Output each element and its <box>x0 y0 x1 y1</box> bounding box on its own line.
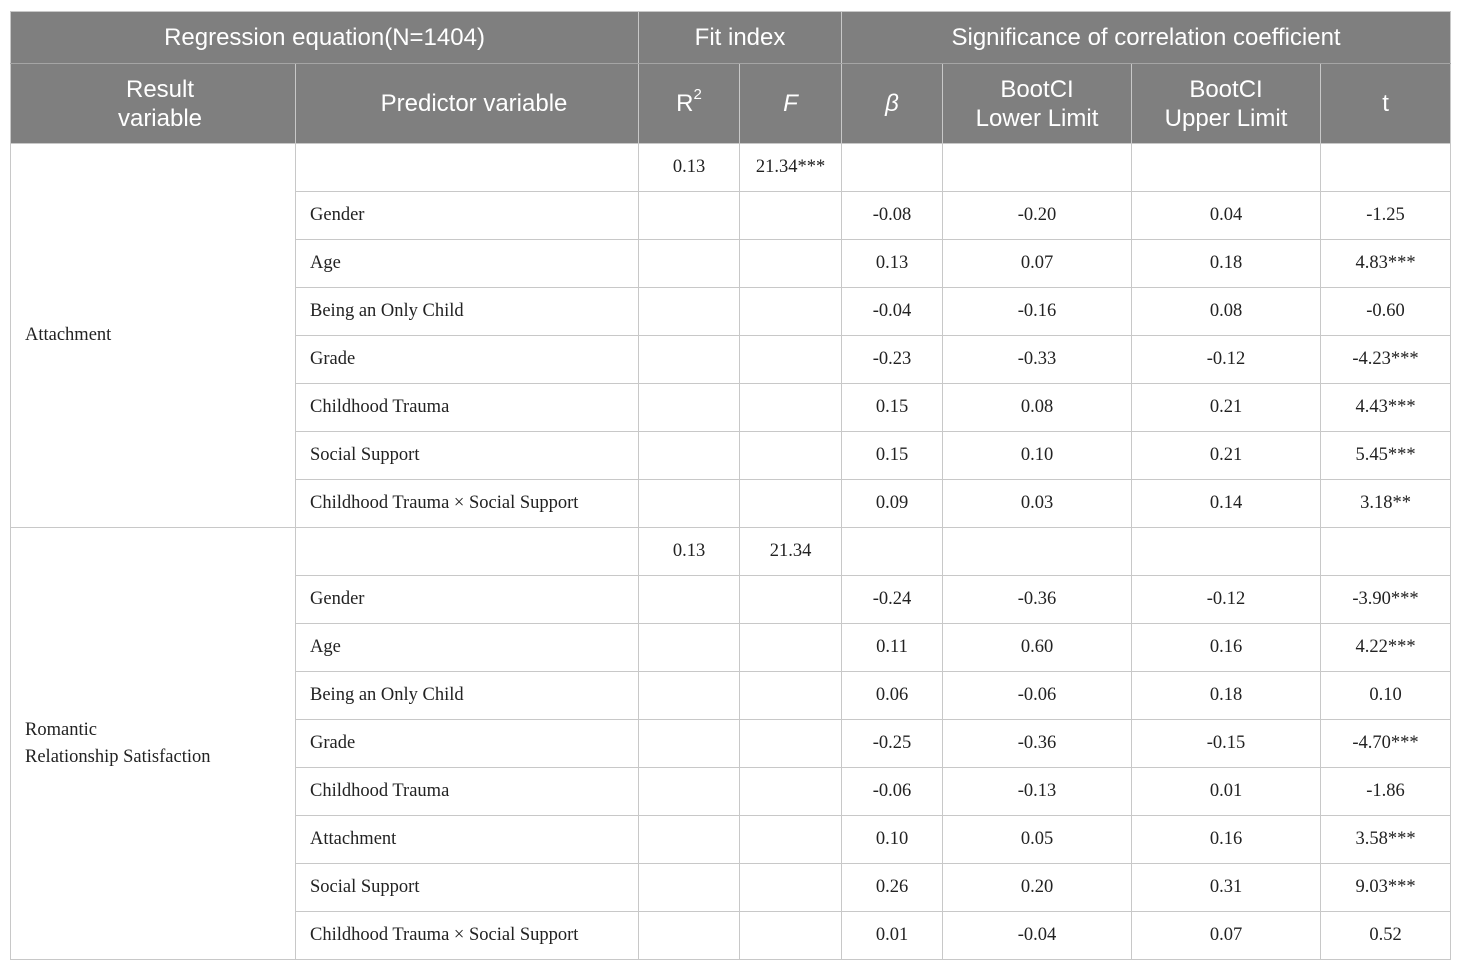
predictor-cell: Age <box>296 240 639 288</box>
table-body <box>11 144 1451 960</box>
f-cell: 21.34 <box>740 528 842 576</box>
header-upper-line1: BootCI <box>1189 75 1263 103</box>
t-cell <box>1321 144 1451 192</box>
r2-cell <box>639 624 740 672</box>
beta-cell: 0.26 <box>842 864 943 912</box>
t-cell: -0.60 <box>1321 288 1451 336</box>
t-cell: 0.10 <box>1321 672 1451 720</box>
t-cell: -1.86 <box>1321 768 1451 816</box>
r2-cell <box>639 816 740 864</box>
upper-cell: 0.16 <box>1132 624 1321 672</box>
predictor-cell <box>296 528 639 576</box>
header-lower-line2: Lower Limit <box>975 104 1099 132</box>
f-cell: 21.34*** <box>740 144 842 192</box>
beta-cell: 0.09 <box>842 480 943 528</box>
lower-cell: 0.03 <box>943 480 1132 528</box>
header-result-line2: variable <box>117 104 203 132</box>
lower-cell: 0.05 <box>943 816 1132 864</box>
lower-cell <box>943 144 1132 192</box>
header-beta: β <box>842 64 943 144</box>
result-variable-cell <box>11 144 296 528</box>
header-significance: Significance of correlation coefficient <box>842 12 1451 64</box>
t-cell: 3.18** <box>1321 480 1451 528</box>
beta-cell: -0.25 <box>842 720 943 768</box>
f-cell <box>740 192 842 240</box>
beta-cell: 0.15 <box>842 384 943 432</box>
upper-cell: 0.31 <box>1132 864 1321 912</box>
t-cell: 0.52 <box>1321 912 1451 960</box>
result-variable-cell <box>11 528 296 960</box>
beta-cell: 0.13 <box>842 240 943 288</box>
header-group-row <box>11 12 1451 64</box>
r2-cell <box>639 720 740 768</box>
beta-cell: 0.10 <box>842 816 943 864</box>
header-t: t <box>1321 64 1451 144</box>
lower-cell: -0.20 <box>943 192 1132 240</box>
header-upper-line2: Upper Limit <box>1164 104 1288 132</box>
lower-cell: 0.08 <box>943 384 1132 432</box>
f-cell <box>740 816 842 864</box>
t-cell: -4.70*** <box>1321 720 1451 768</box>
beta-cell: -0.23 <box>842 336 943 384</box>
table-row-fit <box>11 528 1451 576</box>
lower-cell: -0.36 <box>943 720 1132 768</box>
predictor-cell: Gender <box>296 192 639 240</box>
header-r2-base: R <box>676 90 694 117</box>
r2-cell <box>639 864 740 912</box>
lower-cell: 0.60 <box>943 624 1132 672</box>
t-cell: 4.83*** <box>1321 240 1451 288</box>
header-result-line1: Result <box>125 75 195 103</box>
r2-cell <box>639 768 740 816</box>
beta-cell: 0.15 <box>842 432 943 480</box>
r2-cell <box>639 672 740 720</box>
result-variable-line2: Relationship Satisfaction <box>25 746 211 767</box>
f-cell <box>740 480 842 528</box>
lower-cell: -0.36 <box>943 576 1132 624</box>
beta-cell: -0.06 <box>842 768 943 816</box>
upper-cell: 0.21 <box>1132 432 1321 480</box>
table-header <box>11 12 1451 144</box>
beta-cell: -0.08 <box>842 192 943 240</box>
lower-cell: 0.20 <box>943 864 1132 912</box>
r2-cell: 0.13 <box>639 144 740 192</box>
r2-cell <box>639 912 740 960</box>
result-variable-line1: Attachment <box>25 325 112 345</box>
upper-cell: -0.12 <box>1132 576 1321 624</box>
beta-cell <box>842 144 943 192</box>
f-cell <box>740 912 842 960</box>
beta-cell <box>842 528 943 576</box>
lower-cell: 0.07 <box>943 240 1132 288</box>
upper-cell: 0.08 <box>1132 288 1321 336</box>
f-cell <box>740 336 842 384</box>
r2-cell: 0.13 <box>639 528 740 576</box>
r2-cell <box>639 336 740 384</box>
f-cell <box>740 432 842 480</box>
lower-cell: -0.33 <box>943 336 1132 384</box>
t-cell: -4.23*** <box>1321 336 1451 384</box>
t-cell: 4.43*** <box>1321 384 1451 432</box>
lower-cell: -0.06 <box>943 672 1132 720</box>
header-result-variable <box>11 64 296 144</box>
f-cell <box>740 624 842 672</box>
upper-cell: 0.16 <box>1132 816 1321 864</box>
r2-cell <box>639 384 740 432</box>
predictor-cell: Childhood Trauma <box>296 768 639 816</box>
r2-cell <box>639 288 740 336</box>
header-f: F <box>740 64 842 144</box>
predictor-cell: Gender <box>296 576 639 624</box>
upper-cell: 0.04 <box>1132 192 1321 240</box>
f-cell <box>740 720 842 768</box>
header-fit-index: Fit index <box>639 12 842 64</box>
beta-cell: -0.04 <box>842 288 943 336</box>
beta-cell: 0.11 <box>842 624 943 672</box>
header-predictor-variable: Predictor variable <box>296 64 639 144</box>
predictor-cell: Age <box>296 624 639 672</box>
t-cell: 9.03*** <box>1321 864 1451 912</box>
upper-cell: -0.15 <box>1132 720 1321 768</box>
f-cell <box>740 288 842 336</box>
upper-cell: 0.14 <box>1132 480 1321 528</box>
predictor-cell: Grade <box>296 336 639 384</box>
t-cell: 3.58*** <box>1321 816 1451 864</box>
lower-cell: -0.04 <box>943 912 1132 960</box>
predictor-cell: Childhood Trauma × Social Support <box>296 912 639 960</box>
header-column-row <box>11 64 1451 144</box>
predictor-cell: Social Support <box>296 864 639 912</box>
predictor-cell <box>296 144 639 192</box>
header-lower-line1: BootCI <box>1000 75 1074 103</box>
table-row-fit <box>11 144 1451 192</box>
f-cell <box>740 576 842 624</box>
t-cell: -3.90*** <box>1321 576 1451 624</box>
r2-cell <box>639 432 740 480</box>
header-bootci-lower <box>943 64 1132 144</box>
lower-cell: 0.10 <box>943 432 1132 480</box>
f-cell <box>740 240 842 288</box>
predictor-cell: Being an Only Child <box>296 672 639 720</box>
predictor-cell: Being an Only Child <box>296 288 639 336</box>
header-r2-sup: 2 <box>693 86 702 103</box>
header-r-squared <box>639 64 740 144</box>
header-regression-equation: Regression equation(N=1404) <box>11 12 639 64</box>
upper-cell: -0.12 <box>1132 336 1321 384</box>
predictor-cell: Attachment <box>296 816 639 864</box>
r2-cell <box>639 480 740 528</box>
upper-cell: 0.18 <box>1132 240 1321 288</box>
t-cell <box>1321 528 1451 576</box>
upper-cell: 0.01 <box>1132 768 1321 816</box>
t-cell: 4.22*** <box>1321 624 1451 672</box>
beta-cell: 0.01 <box>842 912 943 960</box>
t-cell: -1.25 <box>1321 192 1451 240</box>
f-cell <box>740 672 842 720</box>
r2-cell <box>639 192 740 240</box>
predictor-cell: Grade <box>296 720 639 768</box>
t-cell: 5.45*** <box>1321 432 1451 480</box>
beta-cell: 0.06 <box>842 672 943 720</box>
f-cell <box>740 384 842 432</box>
lower-cell: -0.13 <box>943 768 1132 816</box>
upper-cell: 0.07 <box>1132 912 1321 960</box>
header-bootci-upper <box>1132 64 1321 144</box>
upper-cell: 0.21 <box>1132 384 1321 432</box>
lower-cell: -0.16 <box>943 288 1132 336</box>
predictor-cell: Childhood Trauma <box>296 384 639 432</box>
upper-cell: 0.18 <box>1132 672 1321 720</box>
f-cell <box>740 768 842 816</box>
r2-cell <box>639 576 740 624</box>
predictor-cell: Childhood Trauma × Social Support <box>296 480 639 528</box>
upper-cell <box>1132 528 1321 576</box>
regression-table <box>10 11 1451 960</box>
lower-cell <box>943 528 1132 576</box>
beta-cell: -0.24 <box>842 576 943 624</box>
result-variable-line1: Romantic <box>25 719 97 740</box>
predictor-cell: Social Support <box>296 432 639 480</box>
upper-cell <box>1132 144 1321 192</box>
f-cell <box>740 864 842 912</box>
r2-cell <box>639 240 740 288</box>
